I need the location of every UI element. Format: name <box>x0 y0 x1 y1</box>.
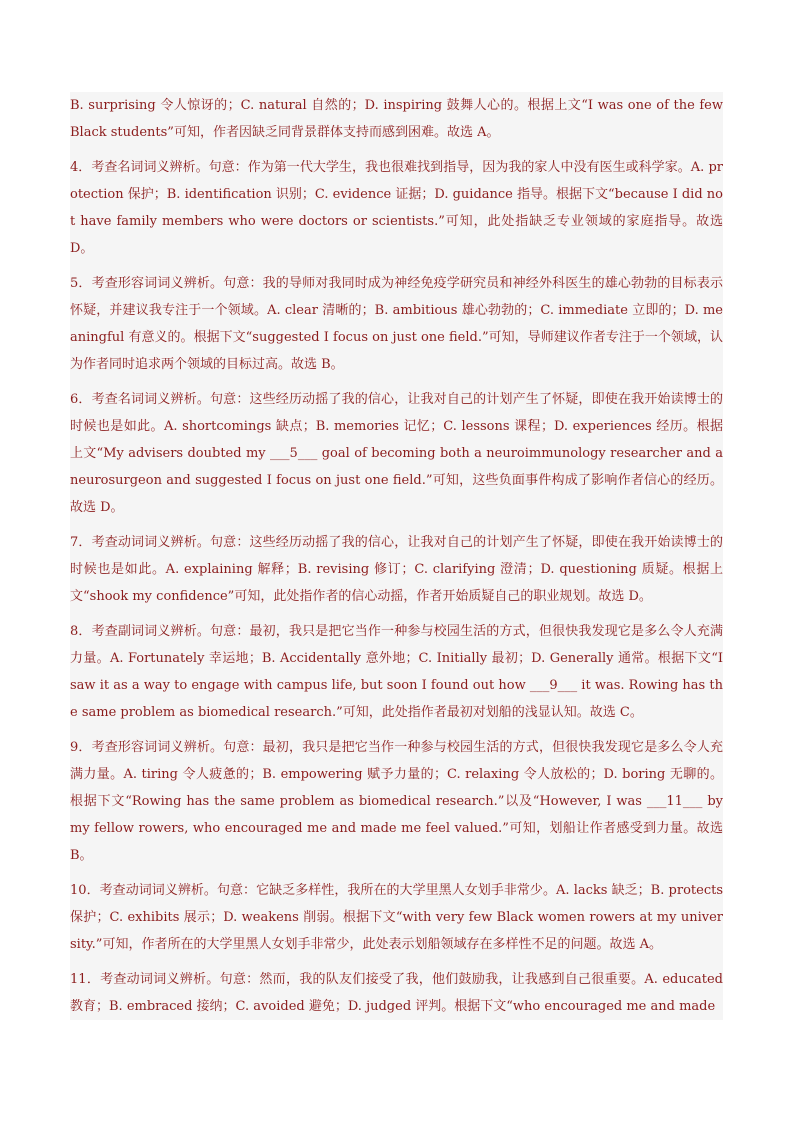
paragraph-q3-continued: B. surprising 令人惊讶的；C. natural 自然的；D. inspiring 鼓舞人心的。根据上文“I was one of the few Black students”可知，作者因缺乏同背景群体支持而感到困难。故选 A。 <box>70 98 723 140</box>
paragraph-q4: 4．考查名词词义辨析。句意：作为第一代大学生，我也很难找到指导，因为我的家人中没有医生或科学家。A. protection 保护；B. identification 识别；C. evidence 证据；D. guidance 指导。根据下文“because I did not have family members who were doctors or scientists.”可知，此处指缺乏专业领域的家庭指导。故选 D。 <box>70 160 723 256</box>
paragraph-q5: 5．考查形容词词义辨析。句意：我的导师对我同时成为神经免疫学研究员和神经外科医生的雄心勃勃的目标表示怀疑，并建议我专注于一个领域。A. clear 清晰的；B. ambitious 雄心勃勃的；C. immediate 立即的；D. meaningful 有意义的。根据下文“suggested I focus on just one field.”可知，导师建议作者专注于一个领域，认为作者同时追求两个领域的目标过高。故选 B。 <box>70 276 723 372</box>
paragraph-q10: 10．考查动词词义辨析。句意：它缺乏多样性，我所在的大学里黑人女划手非常少。A. lacks 缺乏；B. protects 保护；C. exhibits 展示；D. weakens 削弱。根据下文“with very few Black women rowers at my university.”可知，作者所在的大学里黑人女划手非常少，此处表示划船领域存在多样性不足的问题。故选 A。 <box>70 883 723 952</box>
paragraph-q9: 9．考查形容词词义辨析。句意：最初，我只是把它当作一种参与校园生活的方式，但很快我发现它是多么令人充满力量。A. tiring 令人疲惫的；B. empowering 赋予力量的；C. relaxing 令人放松的；D. boring 无聊的。根据下文“Rowing has the same problem as biomedical research.”以及“However, I was ___11___ by my fellow rowers, who encouraged me and made me feel valued.”可知，划船让作者感受到力量。故选 B。 <box>70 740 723 863</box>
paragraph-q6: 6．考查名词词义辨析。句意：这些经历动摇了我的信心，让我对自己的计划产生了怀疑，即使在我开始读博士的时候也是如此。A. shortcomings 缺点；B. memories 记忆；C. lessons 课程；D. experiences 经历。根据上文“My advisers doubted my ___5___ goal of becoming both a neuroimmunology researcher and a neurosurgeon and suggested I focus on just one field.”可知，这些负面事件构成了影响作者信心的经历。故选 D。 <box>70 392 723 515</box>
paragraph-q7: 7．考查动词词义辨析。句意：这些经历动摇了我的信心，让我对自己的计划产生了怀疑，即使在我开始读博士的时候也是如此。A. explaining 解释；B. revising 修订；C. clarifying 澄清；D. questioning 质疑。根据上文“shook my confidence”可知，此处指作者的信心动摇，作者开始质疑自己的职业规划。故选 D。 <box>70 535 723 604</box>
paragraph-q11: 11．考查动词词义辨析。句意：然而，我的队友们接受了我，他们鼓励我，让我感到自己很重要。A. educated 教育；B. embraced 接纳；C. avoided 避免；D. judged 评判。根据下文“who encouraged me and made <box>70 972 723 1014</box>
paragraph-q8: 8．考查副词词义辨析。句意：最初，我只是把它当作一种参与校园生活的方式，但很快我发现它是多么令人充满力量。A. Fortunately 幸运地；B. Accidentally 意外地；C. Initially 最初；D. Generally 通常。根据下文“I saw it as a way to engage with campus life, but soon I found out how ___9___ it was. Rowing has the same problem as biomedical research.”可知，此处指作者最初对划船的浅显认知。故选 C。 <box>70 624 723 720</box>
answer-explanations <box>70 92 723 1020</box>
